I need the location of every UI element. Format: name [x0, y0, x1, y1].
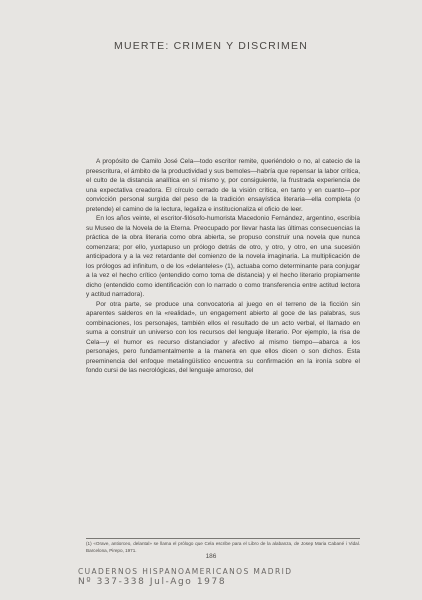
handwritten-line: Nº 337-338 Jul-Ago 1978 — [78, 577, 227, 587]
paragraph: En los años veinte, el escritor-filósofo-humorista Macedonio Fernández, argentino, escribía su Museo de la Novela de la Eterna. Preocupado por llevar hasta las últimas consecuencias la práctica de la obra literaria como obra abierta, se propuso construir una novela que nunca comenzara; por ello, yuxtapuso un prólogo detrás de otro, y otro, y otro, en una sucesión anticipadora y a la vez retardante del comienzo de la novela imaginaria. La multiplicación de los prólogos ad infinitum, o de los «delanteles» (1), actuaba como determinante para conjugar a la vez el hecho crítico (entendido como toma de distancia) y el hecho literario propiamente dicho (entendido como identificación con lo narrado o como transferencia entre actitud lectora y actitud narradora). — [86, 215, 360, 298]
footnote-divider — [86, 538, 360, 539]
footnote: (1) «Orave, antiorceo, delantal» se llama el prólogo que Cela escribe para el Libro de la alabanza, de Josep Maria Cabané i Vidal. Barcelona, Pirepo, 1971. — [86, 541, 360, 553]
body-text — [86, 157, 360, 376]
handwritten-line: CUADERNOS HISPANOAMERICANOS MADRID — [78, 567, 293, 576]
page-number: 186 — [205, 553, 217, 560]
paragraph: Por otra parte, se produce una convocatoria al juego en el terreno de la ficción sin aparentes salderos en la «realidad», un engagement abierto al goce de las palabras, sus combinaciones, los personajes, también ellos el resultado de un acto verbal, el llamado en suma a construir un universo con los recursos del lenguaje literario. Por ejemplo, la risa de Cela—y el humor es recurso distanciador y afectivo al mismo tiempo—abarca a los personajes, pero fundamentalmente a la manera en que ellos dicen o son dichos. Esta preeminencia del enfoque metalingüístico encuentra su confirmación en la ironía sobre el fondo cursi de las necrológicas, del lenguaje amoroso, del — [86, 300, 360, 374]
paragraph: A propósito de Camilo José Cela—todo escritor remite, queriéndolo o no, al catecio de la preescritura, el ámbito de la productividad y sus bemoles—habría que repensar la labor crítica, el culto de la distancia analítica en sí mismo y, por consiguiente, la frustrada experiencia de una expectativa creadora. El círculo cerrado de la visión crítica, en tanto y en cuanto—por convicción personal surgida del peso de la tradición ensayística literaria—ella completa (o pretende) el camino de la lectura, legaliza e institucionaliza el oficio de leer. — [86, 158, 360, 213]
handwritten-annotation — [78, 566, 368, 588]
page-title: MUERTE: CRIMEN Y DISCRIMEN — [114, 40, 308, 52]
